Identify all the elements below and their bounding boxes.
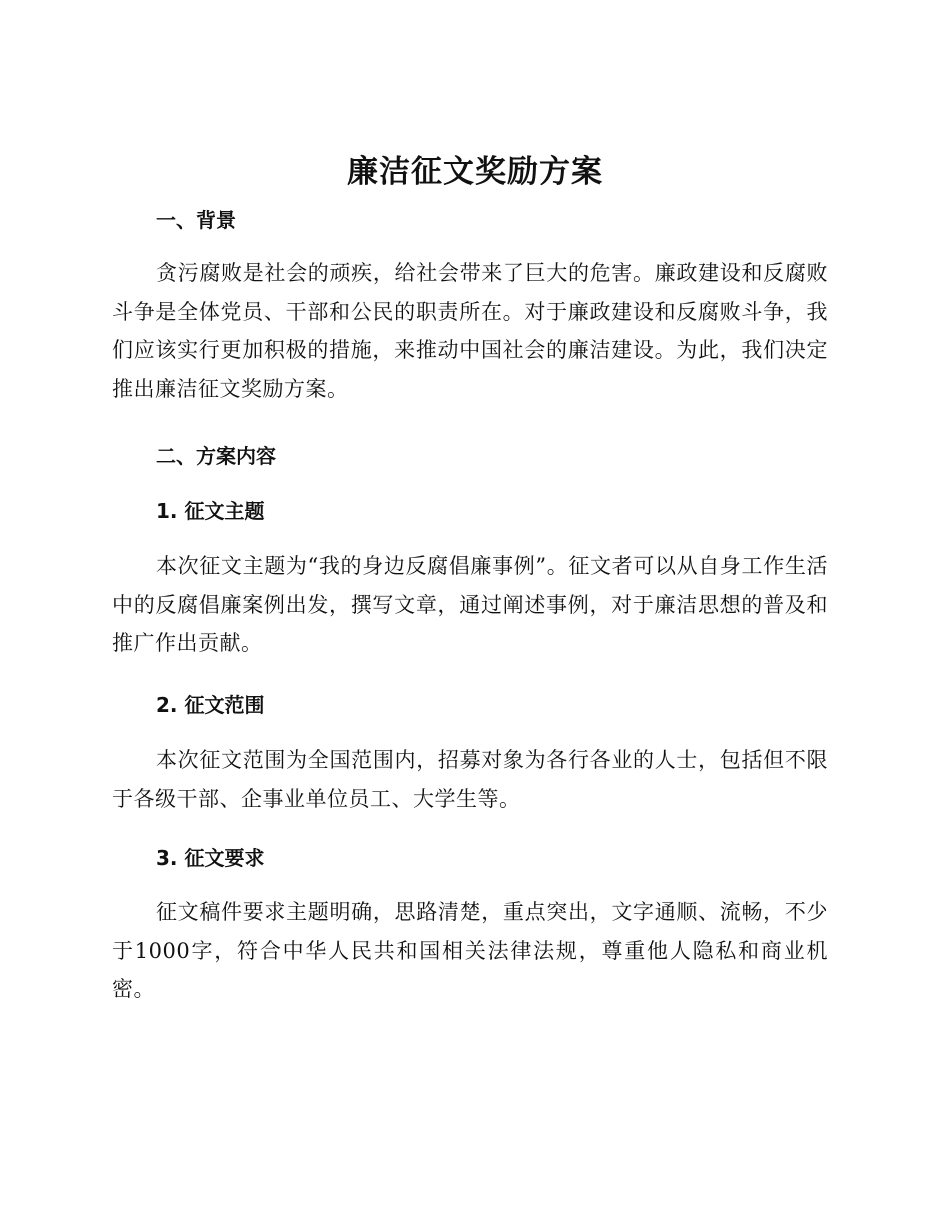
paragraph-essay-requirements: 征文稿件要求主题明确，思路清楚，重点突出，文字通顺、流畅，不少于1000字，符合中华人民共和国相关法律法规，尊重他人隐私和商业机密。 (112, 900, 828, 1001)
section-heading-background: 一、背景 (156, 208, 236, 232)
section-heading-plan-content: 二、方案内容 (156, 444, 276, 468)
subheading-essay-requirements: 3. 征文要求 (156, 846, 265, 870)
paragraph-essay-theme: 本次征文主题为“我的身边反腐倡廉事例”。征文者可以从自身工作生活中的反腐倡廉案例出发，撰写文章，通过阐述事例，对于廉洁思想的普及和推广作出贡献。 (112, 554, 828, 655)
paragraph-background: 贪污腐败是社会的顽疾，给社会带来了巨大的危害。廉政建设和反腐败斗争是全体党员、干部和公民的职责所在。对于廉政建设和反腐败斗争，我们应该实行更加积极的措施，来推动中国社会的廉洁建设。为此，我们决定推出廉洁征文奖励方案。 (112, 261, 828, 401)
subheading-essay-scope: 2. 征文范围 (156, 693, 265, 717)
subheading-essay-theme: 1. 征文主题 (156, 499, 265, 523)
document-title: 廉洁征文奖励方案 (347, 154, 603, 190)
paragraph-essay-scope: 本次征文范围为全国范围内，招募对象为各行各业的人士，包括但不限于各级干部、企事业单位员工、大学生等。 (112, 748, 828, 811)
